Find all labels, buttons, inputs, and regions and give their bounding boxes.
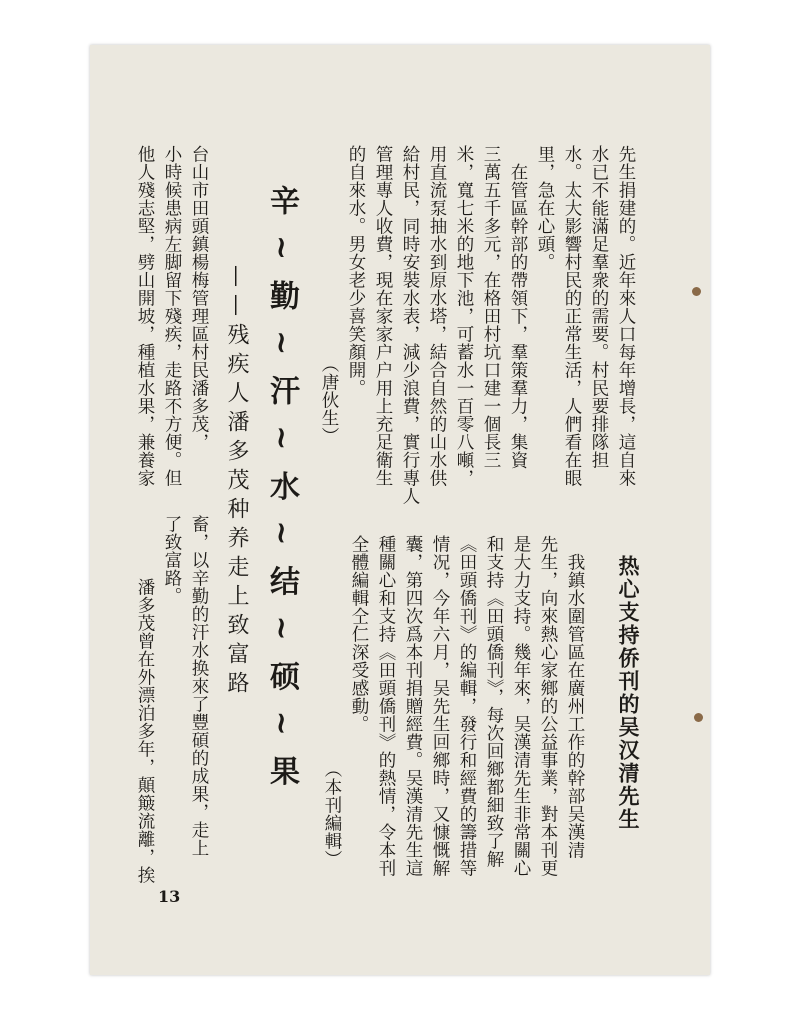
binding-hole-icon bbox=[694, 713, 703, 722]
text-column: 囊，第四次爲本刊捐贈經費。吴漢清先生這 bbox=[403, 535, 423, 877]
text-column: 是大力支持。幾年來，吴漢清先生非常關心 bbox=[511, 535, 531, 877]
text-column: 管理專人收費，現在家家户户用上充足衛生 bbox=[373, 145, 393, 487]
text-column: 台山市田頭鎮楊梅管理區村民潘多茂， bbox=[189, 145, 209, 451]
text-column: 米，寬七米的地下池，可蓄水一百零八噸， bbox=[454, 145, 474, 487]
text-column: 他人殘志堅，劈山開坡，種植水果，兼養家 bbox=[135, 145, 155, 487]
feature-title: 辛~勤~汗~水~结~硕~果 bbox=[264, 185, 299, 806]
magazine-page bbox=[90, 45, 710, 975]
text-column: 的自來水。男女老少喜笑顏開。 bbox=[346, 145, 366, 397]
binding-hole-icon bbox=[692, 287, 701, 296]
text-column: 全體編輯仝仁深受感動。 bbox=[349, 535, 369, 733]
text-column: 小時候患病左脚留下殘疾，走路不方便。但 bbox=[162, 145, 182, 487]
text-column: 畜，以辛勤的汗水换來了豐碩的成果，走上 bbox=[189, 515, 209, 857]
author-credit: （唐伙生） bbox=[319, 355, 339, 445]
text-column: 我鎮水圍管區在廣州工作的幹部吴漢清 bbox=[565, 535, 585, 859]
text-column: 《田頭僑刊》的編輯，發行和經費的籌措等 bbox=[457, 535, 477, 877]
page-number: 13 bbox=[158, 887, 181, 906]
text-column: 水已不能滿足羣衆的需要。村民要排隊担 bbox=[589, 145, 609, 469]
text-column: 先生捐建的。近年來人口每年增長，這自來 bbox=[616, 145, 636, 487]
author-credit: （本刊編輯） bbox=[322, 760, 342, 868]
text-column: 和支持《田頭僑刊》，每次回鄉都細致了解 bbox=[484, 535, 504, 869]
text-column: 種關心和支持《田頭僑刊》的熱情，令本刊 bbox=[376, 535, 396, 877]
text-column: 先生，向來熱心家鄉的公益事業，對本刊更 bbox=[538, 535, 558, 877]
text-column: 了致富路。 bbox=[162, 515, 182, 605]
text-column: 三萬五千多元，在格田村坑口建一個長三 bbox=[481, 145, 501, 469]
feature-subtitle: ——残疾人潘多茂种养走上致富路 bbox=[224, 265, 249, 700]
text-column: 用直流泵抽水到原水塔，結合自然的山水供 bbox=[427, 145, 447, 487]
text-column: 情况，今年六月，吴先生回鄉時，又慷慨解 bbox=[430, 535, 450, 877]
article-headline: 热心支持侨刊的吴汉清先生 bbox=[616, 555, 640, 831]
text-column: 在管區幹部的帶領下，羣策羣力，集資 bbox=[508, 145, 528, 469]
text-column: 里，急在心頭。 bbox=[535, 145, 555, 271]
text-column: 給村民，同時安裝水表，減少浪費，實行專人 bbox=[400, 145, 420, 505]
text-column: 水。太大影響村民的正常生活，人們看在眼 bbox=[562, 145, 582, 487]
text-column: 潘多茂曾在外漂泊多年，顛簸流離，挨 bbox=[135, 560, 155, 884]
